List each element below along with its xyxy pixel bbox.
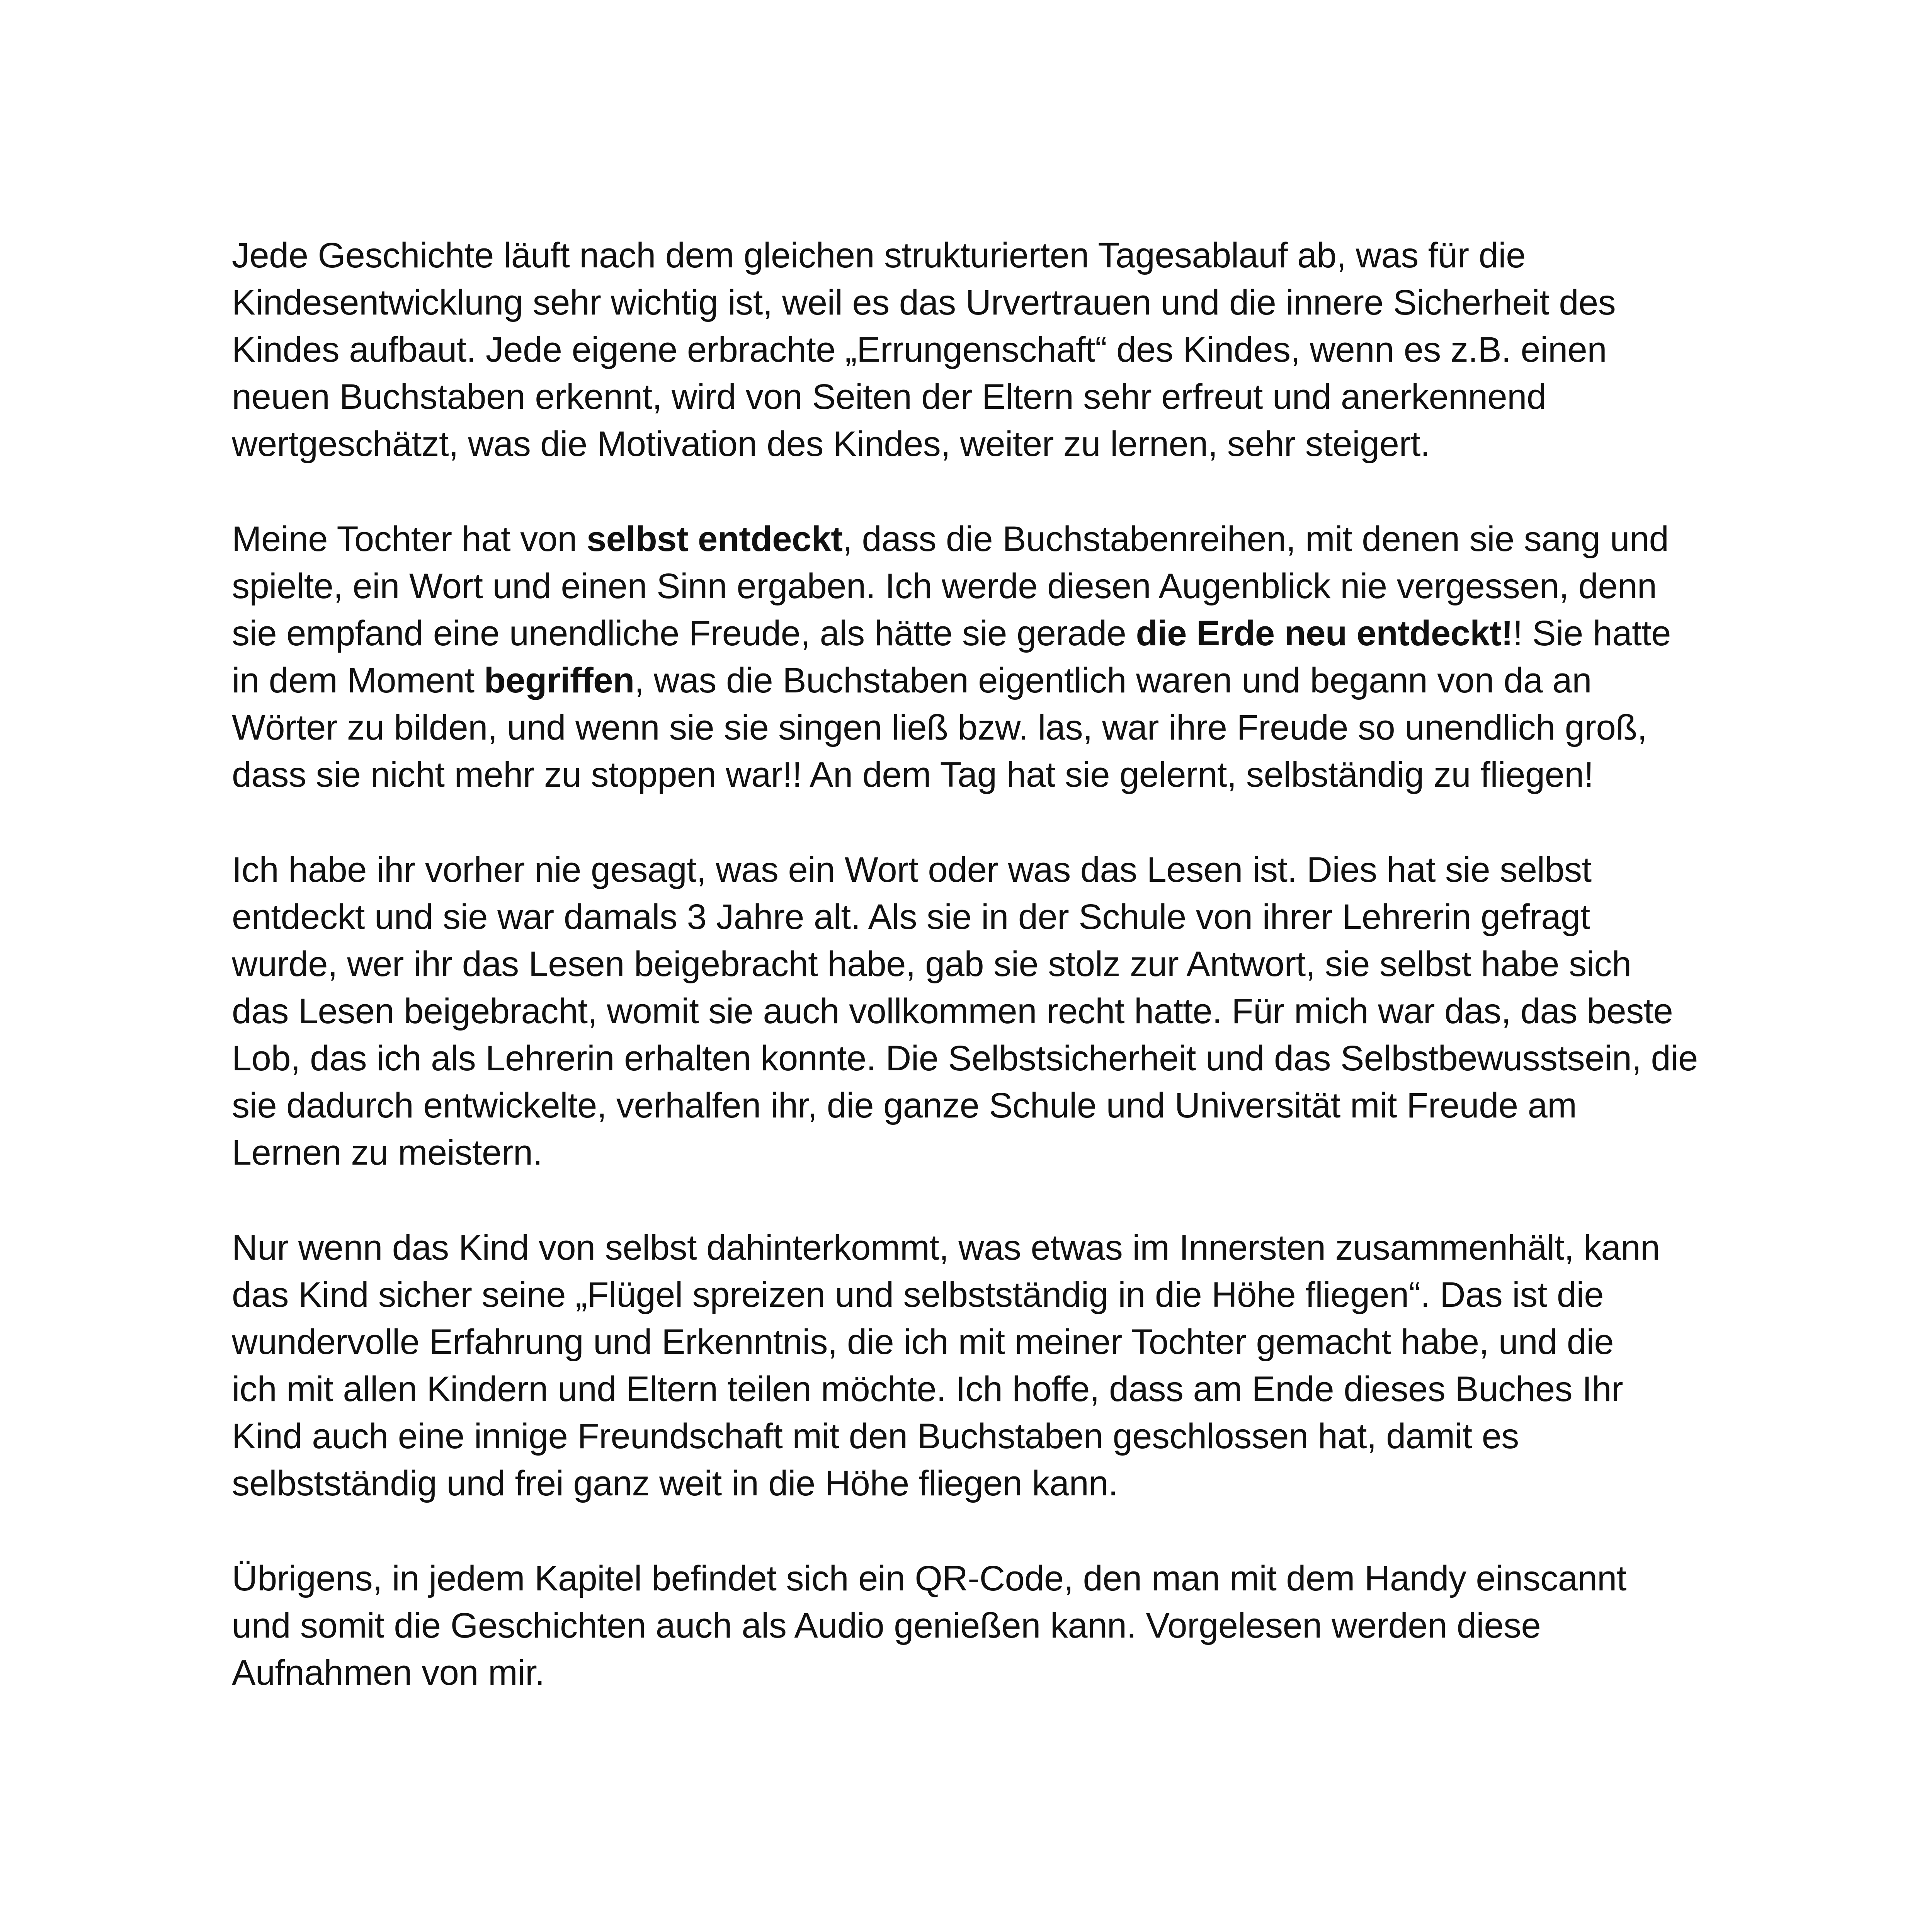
paragraph-2-text-b: , dass die Buchstabenreihen, mit denen sie sang und spielte, ein Wort und einen Sinn ergaben. Ich werde diesen Augenblick nie vergessen, denn sie empfand eine unendliche Freude, als hätte sie gerade — [232, 519, 1669, 653]
paragraph-3 — [232, 846, 1716, 1176]
paragraph-5 — [232, 1555, 1716, 1696]
paragraph-4 — [232, 1224, 1716, 1507]
paragraph-4-text: Nur wenn das Kind von selbst dahinterkommt, was etwas im Innersten zusammenhält, kann das Kind sicher seine „Flügel spreizen und selbstständig in die Höhe fliegen“. Das ist die wundervolle Erfahrung und Erkenntnis, die ich mit meiner Tochter gemacht habe, und die ich mit allen Kindern und Eltern teilen möchte. Ich hoffe, dass am Ende dieses Buches Ihr Kind auch eine innige Freundschaft mit den Buchstaben geschlossen hat, damit es selbstständig und frei ganz weit in die Höhe fliegen kann. — [232, 1228, 1660, 1503]
paragraph-2-text-a: Meine Tochter hat von — [232, 519, 587, 559]
paragraph-2 — [232, 515, 1716, 798]
bold-erde-neu-entdeckt: die Erde neu entdeckt! — [1136, 614, 1513, 653]
bold-selbst-entdeckt: selbst entdeckt — [587, 519, 843, 559]
body-text — [232, 232, 1716, 1744]
paragraph-2-text-d: , was die Buchstaben eigentlich waren und begann von da an Wörter zu bilden, und wenn sie sie singen ließ bzw. las, war ihre Freude so unendlich groß, dass sie nicht mehr zu stoppen war!! An dem Tag hat sie gelernt, selbständig zu fliegen! — [232, 661, 1647, 794]
paragraph-1-text: Jede Geschichte läuft nach dem gleichen strukturierten Tagesablauf ab, was für die Kindesentwicklung sehr wichtig ist, weil es das Urvertrauen und die innere Sicherheit des Kindes aufbaut. Jede eigene erbrachte „Errungenschaft“ des Kindes, wenn es z.B. einen neuen Buchstaben erkennt, wird von Seiten der Eltern sehr erfreut und anerkennend wertgeschätzt, was die Motivation des Kindes, weiter zu lernen, sehr steigert. — [232, 236, 1616, 464]
bold-begriffen: begriffen — [484, 661, 634, 700]
paragraph-3-text: Ich habe ihr vorher nie gesagt, was ein Wort oder was das Lesen ist. Dies hat sie selbst entdeckt und sie war damals 3 Jahre alt. Als sie in der Schule von ihrer Lehrerin gefragt wurde, wer ihr das Lesen beigebracht habe, gab sie stolz zur Antwort, sie selbst habe sich das Lesen beigebracht, womit sie auch vollkommen recht hatte. Für mich war das, das beste Lob, das ich als Lehrerin erhalten konnte. Die Selbstsicherheit und das Selbstbewusstsein, die sie dadurch entwickelte, verhalfen ihr, die ganze Schule und Universität mit Freude am Lernen zu meistern. — [232, 850, 1698, 1172]
paragraph-2-text-c: ! Sie hatte in dem Moment — [232, 614, 1671, 700]
paragraph-5-text: Übrigens, in jedem Kapitel befindet sich ein QR-Code, den man mit dem Handy einscannt und somit die Geschichten auch als Audio genießen kann. Vorgelesen werden diese Aufnahmen von mir. — [232, 1559, 1626, 1692]
paragraph-1 — [232, 232, 1716, 468]
